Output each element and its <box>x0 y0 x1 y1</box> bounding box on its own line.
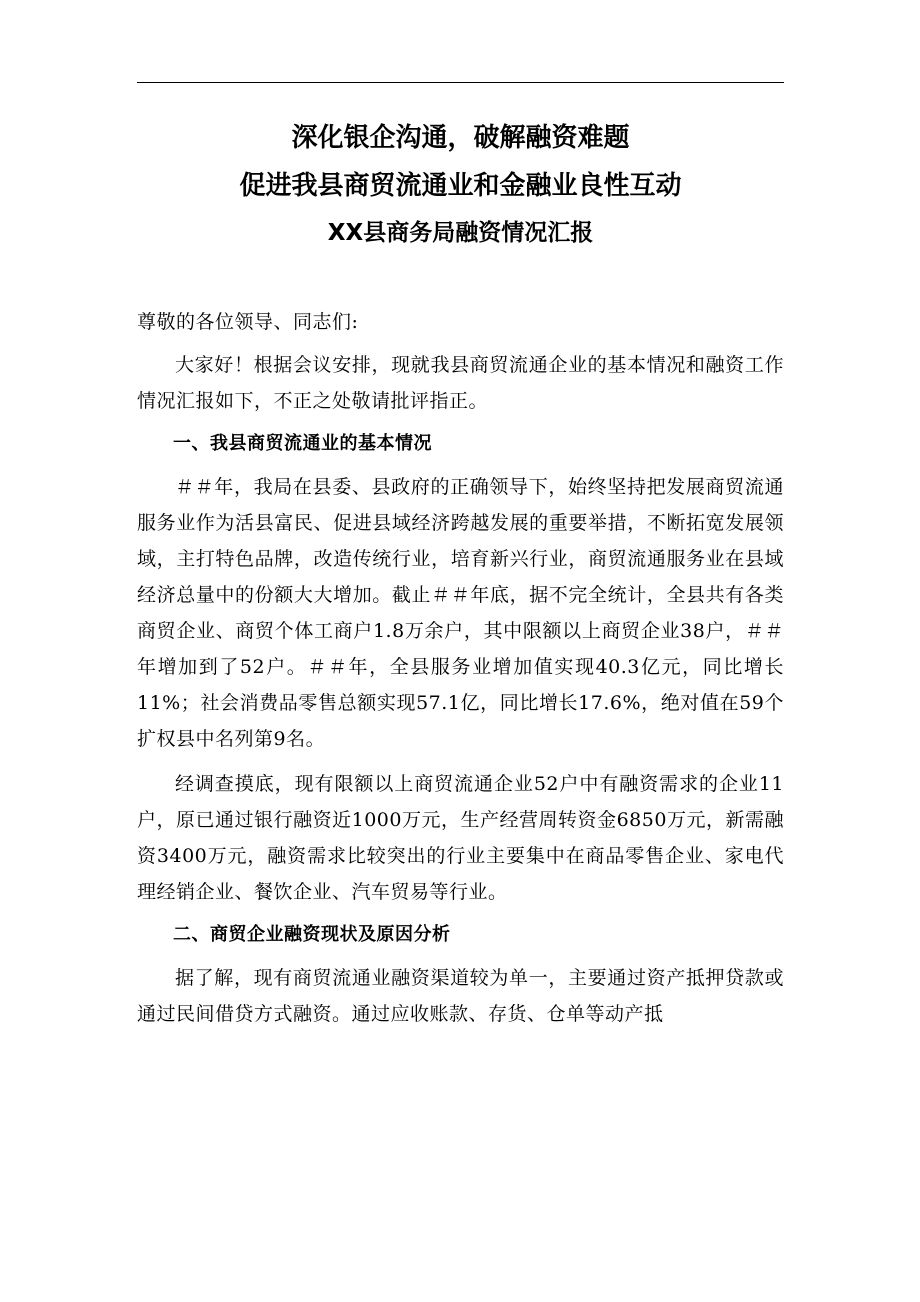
section-1-paragraph-1: ＃＃年，我局在县委、县政府的正确领导下，始终坚持把发展商贸流通服务业作为活县富民、促进县域经济跨越发展的重要举措，不断拓宽发展领域，主打特色品牌，改造传统行业，培育新兴行业，商贸流通服务业在县域经济总量中的份额大大增加。截止＃＃年底，据不完全统计，全县共有各类商贸企业、商贸个体工商户1.8万余户，其中限额以上商贸企业38户，＃＃年增加到了52户。＃＃年，全县服务业增加值实现40.3亿元，同比增长11%；社会消费品零售总额实现57.1亿，同比增长17.6%，绝对值在59个扩权县中名列第9名。 <box>137 476 784 750</box>
section-1-heading: 一、我县商贸流通业的基本情况 <box>173 433 432 454</box>
section-2-paragraph-1: 据了解，现有商贸流通业融资渠道较为单一，主要通过资产抵押贷款或通过民间借贷方式融资。通过应收账款、存货、仓单等动产抵 <box>137 967 784 1025</box>
greeting: 尊敬的各位领导、同志们: <box>137 311 359 333</box>
title-line-1: 深化银企沟通，破解融资难题 <box>291 123 630 153</box>
document-body <box>137 304 784 1032</box>
title-line-2: 促进我县商贸流通业和金融业良性互动 <box>239 171 682 201</box>
intro-paragraph: 大家好！根据会议安排，现就我县商贸流通企业的基本情况和融资工作情况汇报如下，不正之处敬请批评指正。 <box>137 354 784 412</box>
subtitle: XX县商务局融资情况汇报 <box>327 220 594 246</box>
section-1-paragraph-2: 经调查摸底，现有限额以上商贸流通企业52户中有融资需求的企业11户，原已通过银行融资近1000万元，生产经营周转资金6850万元，新需融资3400万元，融资需求比较突出的行业主要集中在商品零售企业、家电代理经销企业、餐饮企业、汽车贸易等行业。 <box>137 773 784 903</box>
section-2-heading: 二、商贸企业融资现状及原因分析 <box>173 924 451 945</box>
header-rule <box>137 82 784 83</box>
